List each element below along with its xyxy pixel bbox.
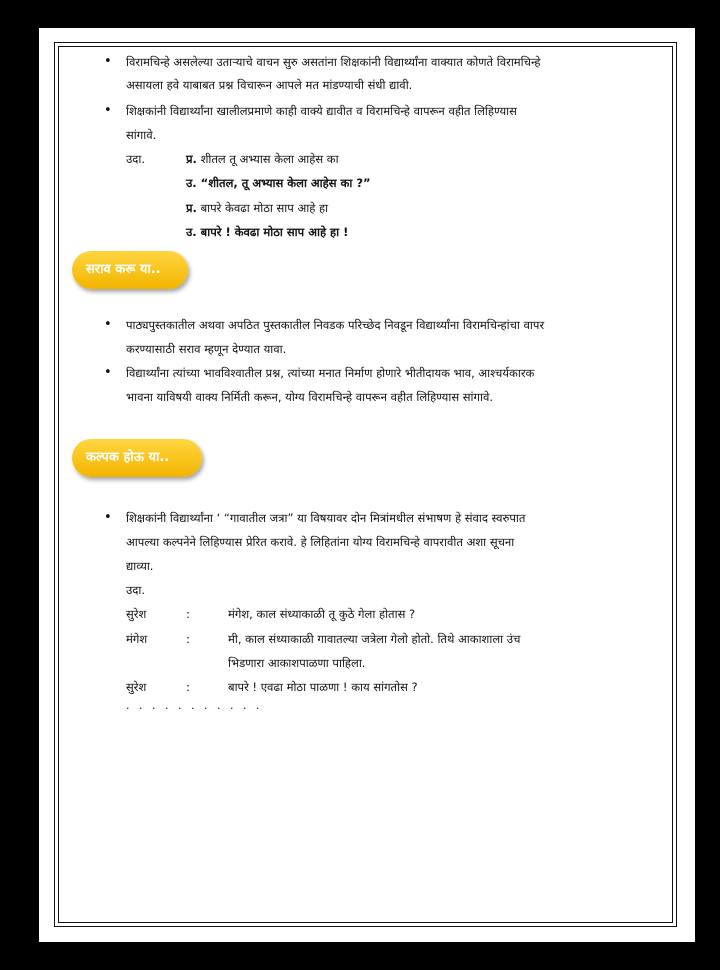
example-answer-line: उ. बापरे ! केवढा मोठा साप आहे हा ! xyxy=(186,225,349,239)
example-line: प्र. शीतल तू अभ्यास केला आहेस का xyxy=(186,152,339,166)
s1-bullet1-line2: असायला हवे याबाबत प्रश्न विचारून आपले मत मांडण्याची संधी द्यावी. xyxy=(126,78,413,92)
dialogue-separator: : xyxy=(186,680,190,694)
dialogue-line: बापरे ! एवढा मोठा पाळणा ! काय सांगतोस ? xyxy=(228,680,418,694)
s3-example-label: उदा. xyxy=(126,583,146,597)
ellipsis: . . . . . . . . . . . xyxy=(126,699,263,712)
s1-example-label: उदा. xyxy=(126,152,146,166)
page xyxy=(39,28,695,942)
section-pill-practice: सराव करू या.. xyxy=(72,251,188,289)
bullet: • xyxy=(104,365,112,380)
s3-bullet1-line3: द्याव्या. xyxy=(126,559,154,573)
example-answer-line: उ. “शीतल, तू अभ्यास केला आहेस का ?” xyxy=(186,176,371,190)
s2-bullet1-line2: करण्यासाठी सराव म्हणून देण्यात यावा. xyxy=(126,342,287,356)
dialogue-line-continued: भिडणारा आकाशपाळणा पाहिला. xyxy=(228,656,366,670)
bullet: • xyxy=(104,103,112,118)
s2-bullet2-line1: विद्यार्थ्यांना त्यांच्या भावविश्वातील प्रश्न, त्यांच्या मनात निर्माण होणारे भीतीदायक भाव, आश्चर्यकारक xyxy=(126,366,535,380)
dialogue-speaker: मंगेश xyxy=(126,632,148,646)
dialogue-speaker: सुरेश xyxy=(126,607,147,621)
s2-bullet2-line2: भावना याविषयी वाक्य निर्मिती करून, योग्य विरामचिन्हे वापरून वहीत लिहिण्यास सांगावे. xyxy=(126,390,494,404)
dialogue-separator: : xyxy=(186,607,190,621)
s1-bullet1-line1: विरामचिन्हे असलेल्या उताऱ्याचे वाचन सुरु असतांना शिक्षकांनी विद्यार्थ्यांना वाक्यात कोणते विरामचिन्हे xyxy=(126,55,541,69)
dialogue-line: मंगेश, काल संध्याकाळी तू कुठे गेला होतास ? xyxy=(228,607,416,621)
section-pill-creative: कल्पक होऊ या.. xyxy=(72,439,202,477)
dialogue-line: मी, काल संध्याकाळी गावातल्या जत्रेला गेलो होतो. तिथे आकाशाला उंच xyxy=(228,632,521,646)
dialogue-separator: : xyxy=(186,632,190,646)
s1-bullet2-line1: शिक्षकांनी विद्यार्थ्यांना खालीलप्रमाणे काही वाक्ये द्यावीत व विरामचिन्हे वापरून वहीत लिहिण्यास xyxy=(126,104,517,118)
example-line: प्र. बापरे केवढा मोठा साप आहे हा xyxy=(186,201,329,215)
dialogue-speaker: सुरेश xyxy=(126,680,147,694)
bullet: • xyxy=(104,317,112,332)
s2-bullet1-line1: पाठ्यपुस्तकातील अथवा अपठित पुस्तकातील निवडक परिच्छेद निवडून विद्यार्थ्यांना विरामचिन्हांचा वापर xyxy=(126,318,545,332)
s3-bullet1-line1: शिक्षकांनी विद्यार्थ्यांना ‘ “गावातील जत्रा” या विषयावर दोन मित्रांमधील संभाषण हे संवाद स्वरुपात xyxy=(126,511,526,525)
s3-bullet1-line2: आपल्या कल्पनेने लिहिण्यास प्रेरित करावे. हे लिहितांना योग्य विरामचिन्हे वापरावीत अशा सूचना xyxy=(126,535,515,549)
bullet: • xyxy=(104,54,112,69)
s1-bullet2-line2: सांगावे. xyxy=(126,128,157,142)
bullet: • xyxy=(104,510,112,525)
